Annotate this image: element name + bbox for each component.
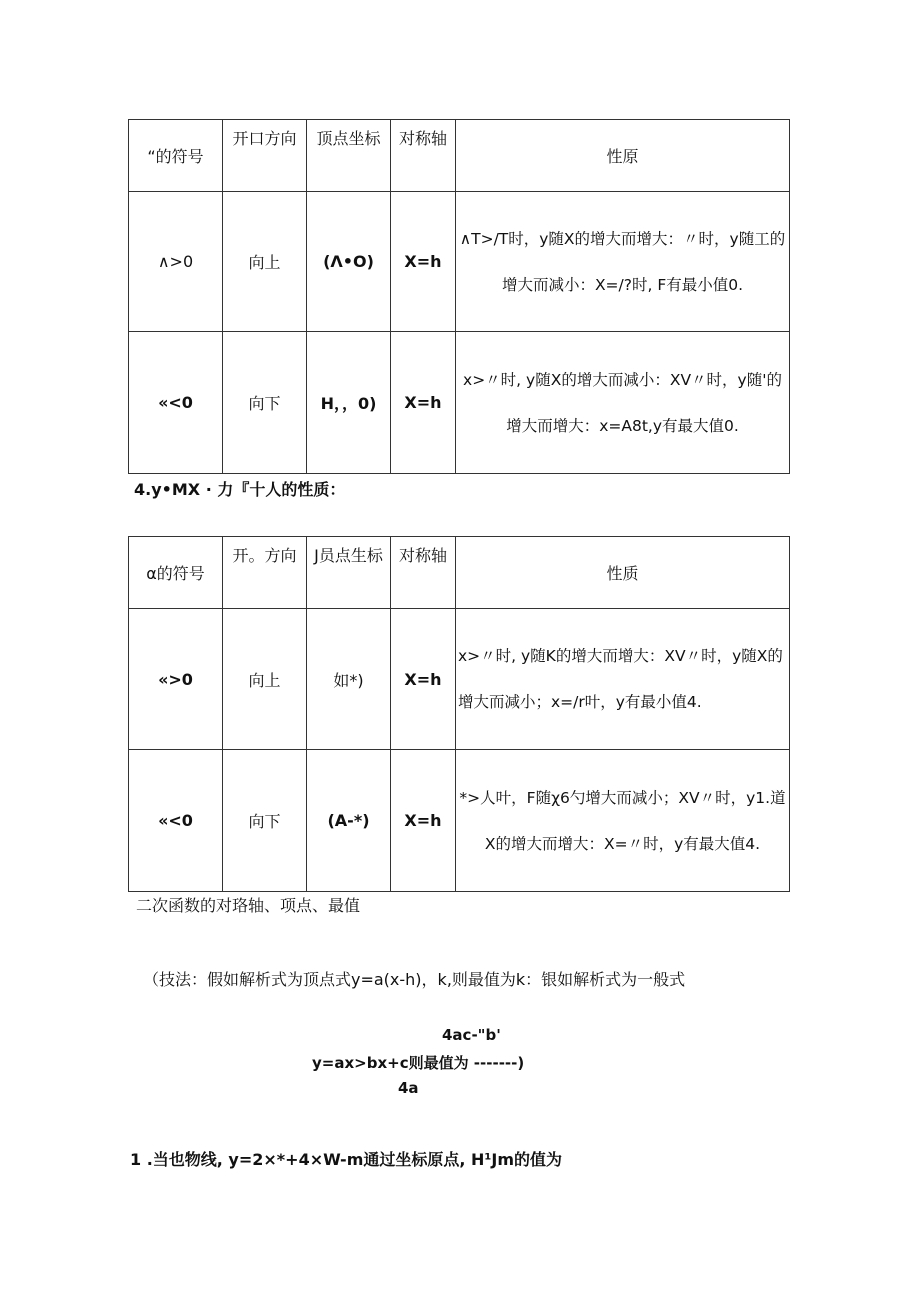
direction-cell: 向下	[223, 332, 307, 474]
properties-table-1	[128, 119, 790, 474]
axis-cell: X=h	[391, 750, 456, 892]
sign-cell: ∧>0	[129, 192, 223, 332]
table-header-row	[129, 537, 790, 609]
table-row	[129, 609, 790, 750]
axis-cell: X=h	[391, 332, 456, 474]
direction-cell: 向下	[223, 750, 307, 892]
technique-text: （技法：假如解析式为顶点式y=a(x-h)，k,则最值为k：银如解析式为一般式	[143, 970, 686, 989]
property-cell: ∧T>/T时，y随X的增大而增大：〃时，y随工的增大而减小：X=/?时, F有最小值0.	[456, 192, 790, 332]
vertex-cell: H，，0)	[307, 332, 391, 474]
table-header-row	[129, 120, 790, 192]
axis-cell: X=h	[391, 609, 456, 750]
axis-cell: X=h	[391, 192, 456, 332]
sign-cell: «<0	[129, 332, 223, 474]
header-property: 性原	[456, 120, 790, 192]
property-cell: *>人叶，F随χ6勺增大而减小；XV〃时，y1.道X的增大而增大：X=〃时，y有最大值4.	[456, 750, 790, 892]
sign-cell: «<0	[129, 750, 223, 892]
section-heading: 二次函数的对珞轴、项点、最值	[136, 896, 361, 915]
properties-table-2	[128, 536, 790, 892]
header-vertex: J员点生标	[307, 537, 391, 609]
header-property: 性质	[456, 537, 790, 609]
table-row	[129, 750, 790, 892]
table-row	[129, 332, 790, 474]
header-sign: α的符号	[129, 537, 223, 609]
property-cell: x>〃时, y随K的增大而增大：XV〃时，y随X的增大而减小；x=/r叶，y有最小值4.	[456, 609, 790, 750]
table-row	[129, 192, 790, 332]
header-direction: 开口方向	[223, 120, 307, 192]
vertex-cell: (Λ•O)	[307, 192, 391, 332]
direction-cell: 向上	[223, 192, 307, 332]
section-heading: 4.y•MX · 力『十人的性质：	[134, 480, 346, 499]
property-cell: x>〃时, y随X的增大而减小：XV〃时，y随'的增大而增大：x=A8t,y有最大值0.	[456, 332, 790, 474]
header-axis: 对称轴	[391, 537, 456, 609]
header-sign: “的符号	[129, 120, 223, 192]
header-direction: 开。方向	[223, 537, 307, 609]
direction-cell: 向上	[223, 609, 307, 750]
vertex-cell: (A-*)	[307, 750, 391, 892]
formula-denominator: 4a	[398, 1079, 419, 1097]
header-axis: 对称轴	[391, 120, 456, 192]
vertex-cell: 如*)	[307, 609, 391, 750]
header-vertex: 顶点坐标	[307, 120, 391, 192]
formula-numerator: 4ac-"b'	[442, 1026, 501, 1044]
formula-line: y=ax>bx+c则最值为 -------)	[312, 1054, 525, 1072]
question-1: 1 .当也物线, y=2×*+4×W-m通过坐标原点, H¹Jm的值为	[130, 1150, 563, 1169]
sign-cell: «>0	[129, 609, 223, 750]
